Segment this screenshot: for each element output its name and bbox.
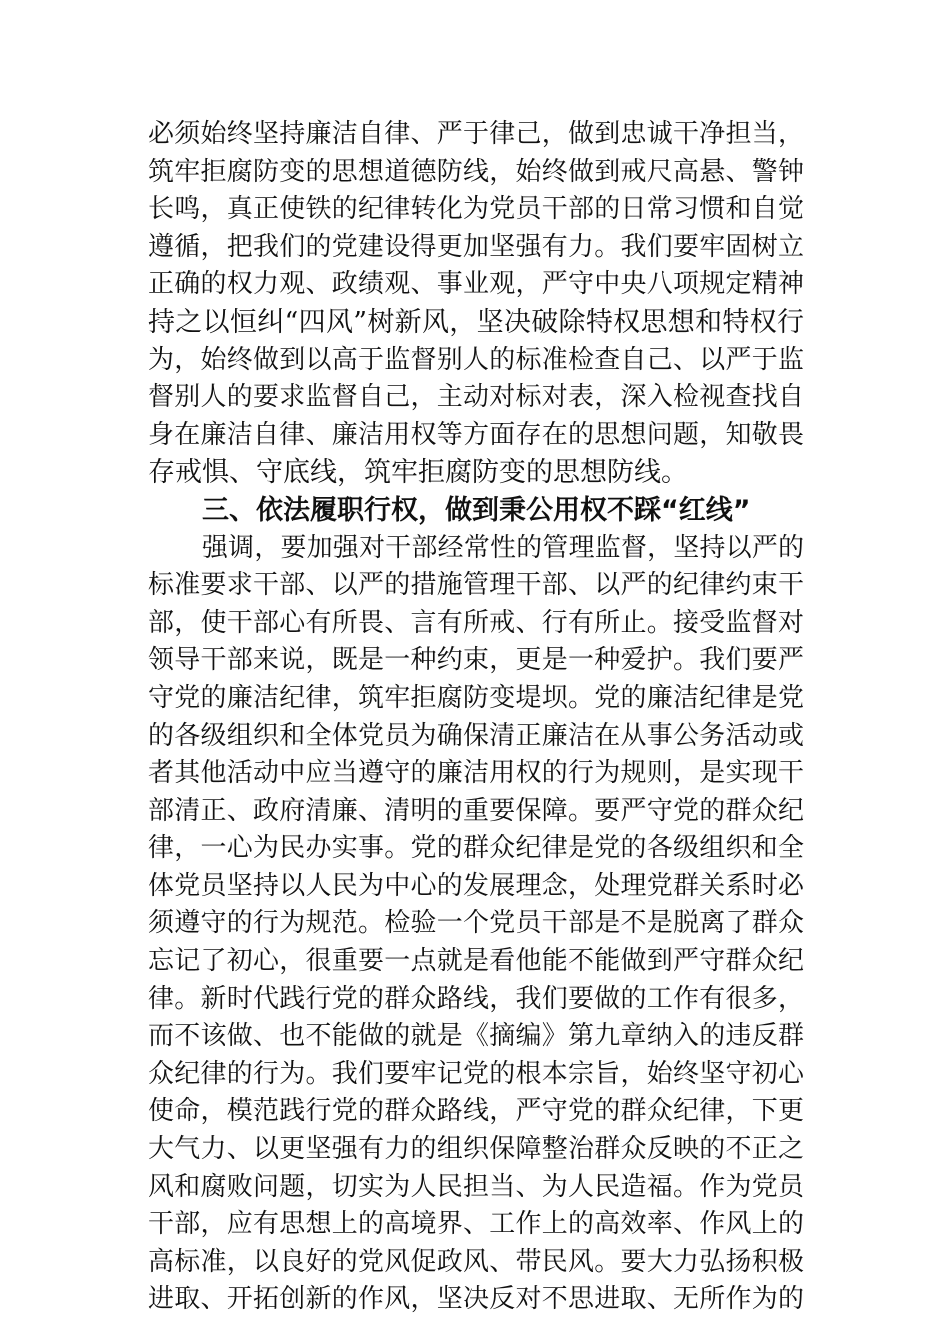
text-line: 长鸣，真正使铁的纪律转化为党员干部的日常习惯和自觉 — [148, 194, 804, 225]
text-line: 众纪律的行为。我们要牢记党的根本宗旨，始终坚守初心 — [148, 1058, 804, 1089]
paragraph-integrity-discipline — [148, 116, 804, 492]
text-line: 遵循，把我们的党建设得更加坚强有力。我们要牢固树立 — [148, 231, 804, 262]
text-line: 须遵守的行为规范。检验一个党员干部是不是脱离了群众 — [148, 908, 804, 939]
text-line: 筑牢拒腐防变的思想道德防线，始终做到戒尺高悬、警钟 — [148, 156, 804, 187]
text-line: 存戒惧、守底线，筑牢拒腐防变的思想防线。 — [148, 457, 688, 489]
text-line: 使命，模范践行党的群众路线，严守党的群众纪律，下更 — [148, 1096, 804, 1127]
text-line: 体党员坚持以人民为中心的发展理念，处理党群关系时必 — [148, 870, 804, 901]
text-line: 领导干部来说，既是一种约束，更是一种爱护。我们要严 — [148, 645, 804, 676]
text-line: 为，始终做到以高于监督别人的标准检查自己、以严于监 — [148, 344, 804, 375]
text-line: 大气力、以更坚强有力的组织保障整治群众反映的不正之 — [148, 1134, 804, 1165]
text-line: 守党的廉洁纪律，筑牢拒腐防变堤坝。党的廉洁纪律是党 — [148, 682, 804, 713]
text-line: 干部，应有思想上的高境界、工作上的高效率、作风上的 — [148, 1209, 804, 1240]
text-line: 正确的权力观、政绩观、事业观，严守中央八项规定精神 — [148, 269, 804, 300]
text-line: 部，使干部心有所畏、言有所戒、行有所止。接受监督对 — [148, 607, 804, 638]
text-line: 必须始终坚持廉洁自律、严于律己，做到忠诚干净担当， — [148, 119, 804, 149]
text-line: 律。新时代践行党的群众路线，我们要做的工作有很多， — [148, 983, 804, 1014]
text-line: 而不该做、也不能做的就是《摘编》第九章纳入的违反群 — [148, 1021, 804, 1052]
text-line: 标准要求干部、以严的措施管理干部、以严的纪律约束干 — [148, 570, 804, 601]
text-line: 高标准，以良好的党风促政风、带民风。要大力弘扬积极 — [148, 1246, 804, 1277]
text-line: 部清正、政府清廉、清明的重要保障。要严守党的群众纪 — [148, 795, 804, 826]
text-line: 强调，要加强对干部经常性的管理监督，坚持以严的 — [202, 532, 804, 563]
text-line: 律，一心为民办实事。党的群众纪律是党的各级组织和全 — [148, 833, 804, 864]
text-line: 持之以恒纠“四风”树新风，坚决破除特权思想和特权行 — [148, 306, 804, 338]
section-heading: 三、依法履职行权，做到秉公用权不踩“红线” — [202, 494, 751, 526]
text-line: 督别人的要求监督自己，主动对标对表，深入检视查找自 — [148, 382, 804, 413]
document-page — [148, 116, 804, 1319]
text-line: 者其他活动中应当遵守的廉洁用权的行为规则，是实现干 — [148, 758, 804, 789]
text-line: 风和腐败问题，切实为人民担当、为人民造福。作为党员 — [148, 1171, 804, 1202]
text-line: 忘记了初心，很重要一点就是看他能不能做到严守群众纪 — [148, 946, 804, 977]
text-line: 身在廉洁自律、廉洁用权等方面存在的思想问题，知敬畏 — [148, 419, 804, 450]
text-line: 进取、开拓创新的作风，坚决反对不思进取、无所作为的 — [148, 1284, 804, 1315]
text-line: 的各级组织和全体党员为确保清正廉洁在从事公务活动或 — [148, 720, 804, 751]
paragraph-supervision — [148, 530, 804, 1319]
